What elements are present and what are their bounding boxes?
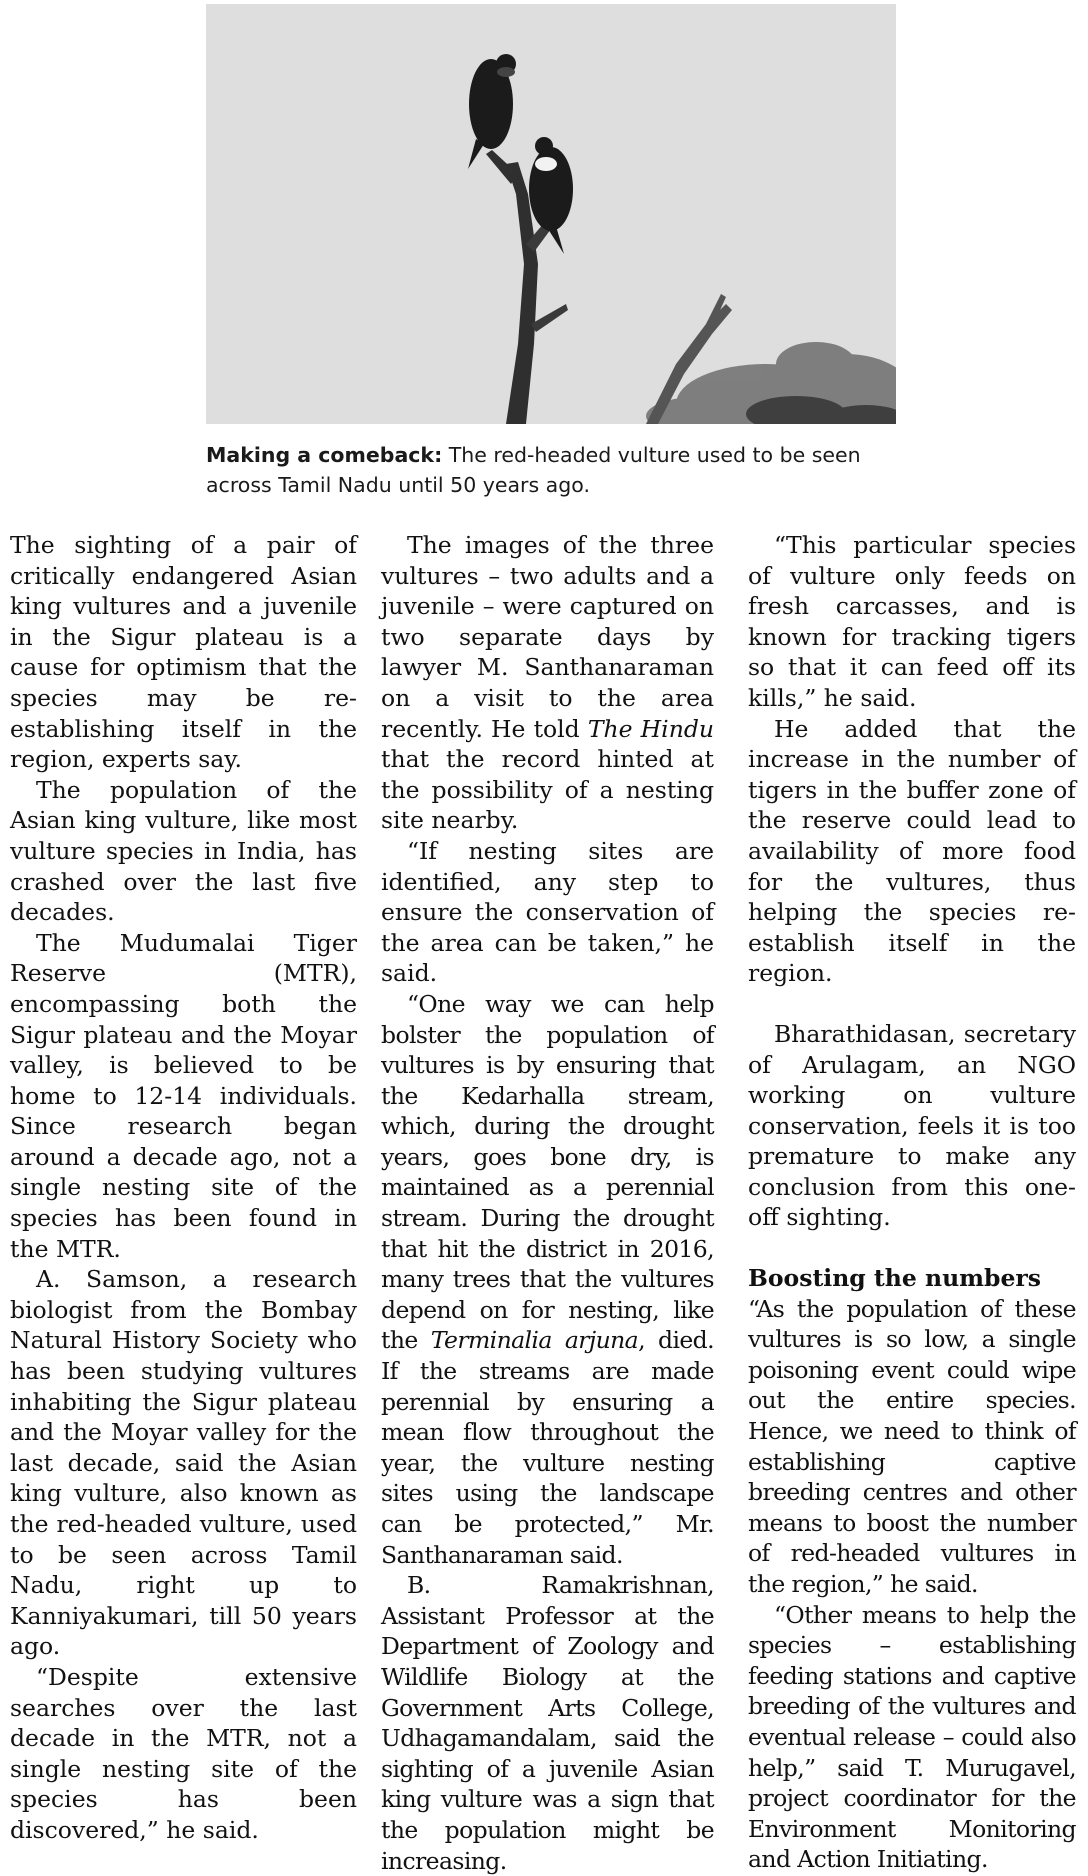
species-name: Terminalia arjuna: [430, 1326, 639, 1355]
paragraph: The Mudumalai Tiger Reserve (MTR), encompassing both the Sigur plateau and the Moyar valley, is believed to be home to 12-14 individuals. Since research began around a decade ago, not a single nesting site of the species has been found in the MTR.: [10, 928, 357, 1263]
article-photo: [206, 4, 896, 424]
paragraph: “This particular species of vulture only feeds on fresh carcasses, and is known for tracking tigers so that it can feed off its kills,” he said.: [748, 531, 1076, 712]
column-spacer: [748, 989, 1076, 1019]
paragraph-text: “One way we can help bolster the population of vultures is by ensuring that the Kedarhalla stream, which, during the drought years, goes bone dry, is maintained as a perennial stream. During the drought that hit the district in 2016, many trees that the vultures depend on for nesting, like the: [381, 989, 714, 1355]
caption-text: The red-headed vulture used to be seen across Tamil Nadu until 50 years ago.: [206, 443, 861, 497]
paragraph: [381, 530, 714, 836]
paragraph: B. Ramakrishnan, Assistant Professor at the Department of Zoology and Wildlife Biology at the Government Arts College, Udhagamandalam, said the sighting of a juvenile Asian king vulture was a sign that the population might be increasing.: [381, 1571, 714, 1875]
paragraph: A. Samson, a research biologist from the Bombay Natural History Society who has been studying vultures inhabiting the Sigur plateau and the Moyar valley for the last decade, said the Asian king vulture, also known as the red-headed vulture, used to be seen across Tamil Nadu, right up to Kanniyakumari, till 50 years ago.: [10, 1265, 357, 1661]
photo-caption: [206, 440, 906, 500]
publication-name: The Hindu: [587, 714, 715, 743]
paragraph: He added that the increase in the number of tigers in the buffer zone of the reserve could lead to availability of more food for the vultures, thus helping the species re-establish itself in the region.: [748, 714, 1076, 988]
paragraph: Bharathidasan, secretary of Arulagam, an NGO working on vulture conservation, feels it is too premature to make any conclusion from this one-off sighting.: [748, 1019, 1076, 1232]
paragraph: The population of the Asian king vulture, like most vulture species in India, has crashed over the last five decades.: [10, 775, 357, 927]
article-column-3: [748, 530, 1076, 1875]
paragraph-text: The images of the three vultures – two adults and a juvenile – were captured on two separate days by lawyer M. Santhanaraman on a visit to the area recently. He told: [381, 531, 714, 743]
paragraph: “Other means to help the species – establishing feeding stations and captive breeding of the vultures and eventual release – could also help,” said T. Murugavel, project coordinator for the Environment Monitoring and Action Initiating.: [748, 1600, 1076, 1874]
vulture-photo-illustration: [206, 4, 896, 424]
paragraph-text: , died. If the streams are made perennial by ensuring a mean flow throughout the year, the vulture nesting sites using the landscape can be protected,” Mr. Santhanaraman said.: [381, 1326, 714, 1569]
caption-lead: Making a comeback:: [206, 443, 443, 467]
article-column-1: [10, 530, 357, 1846]
paragraph: The sighting of a pair of critically endangered Asian king vultures and a juvenile in the Sigur plateau is a cause for optimism that the species may be re-establishing itself in the region, experts say.: [10, 531, 357, 774]
article-column-2: [381, 530, 714, 1876]
paragraph: “As the population of these vultures is so low, a single poisoning event could wipe out the entire species. Hence, we need to think of establishing captive breeding centres and other means to boost the number of red-headed vultures in the region,” he said.: [748, 1294, 1076, 1598]
paragraph-text: that the record hinted at the possibility of a nesting site nearby.: [381, 745, 714, 835]
paragraph: “Despite extensive searches over the last decade in the MTR, not a single nesting site of the species has been discovered,” he said.: [10, 1662, 357, 1844]
subheading: Boosting the numbers: [748, 1264, 1042, 1293]
paragraph: “If nesting sites are identified, any step to ensure the conservation of the area can be taken,” he said.: [381, 836, 714, 988]
paragraph: [381, 989, 714, 1570]
column-spacer: [748, 1233, 1076, 1263]
